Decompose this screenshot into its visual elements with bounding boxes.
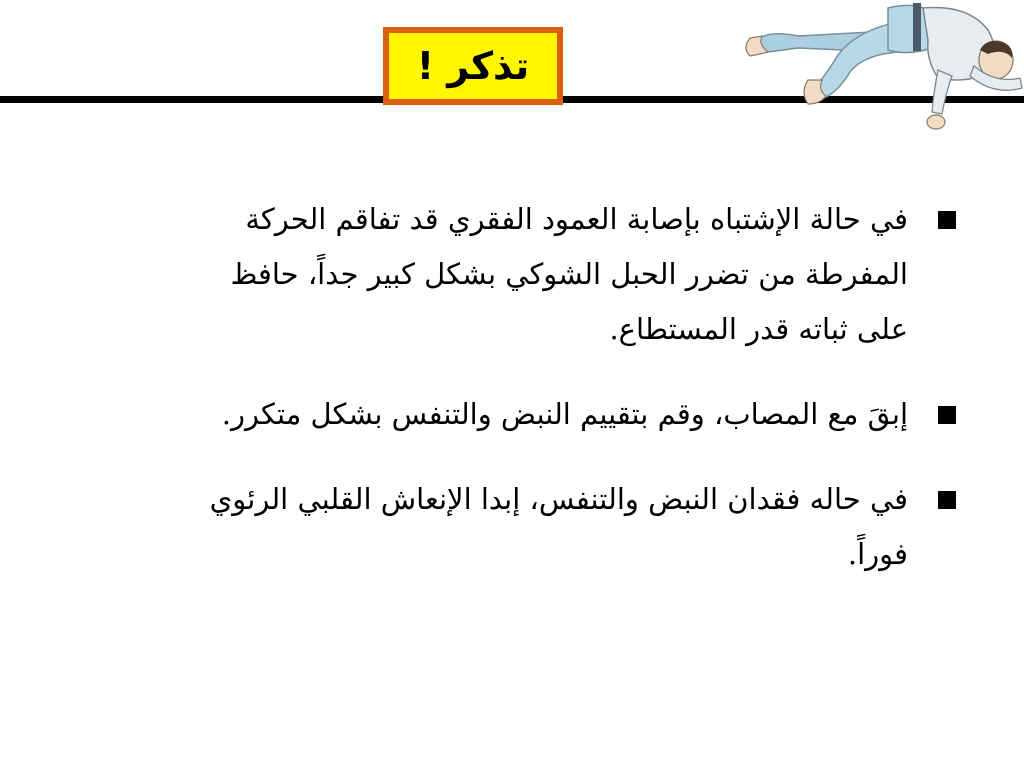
bullet-text: في حاله فقدان النبض والتنفس، إبدا الإنعاش القلبي الرئوي فوراً.	[209, 482, 908, 571]
bullet-monitor-casualty	[196, 387, 956, 442]
slide-title: تذكر !	[389, 33, 557, 99]
bullet-start-cpr	[196, 472, 956, 582]
bullet-spinal-caution	[196, 192, 956, 357]
bullet-text: إبقَ مع المصاب، وقم بتقييم النبض والتنفس بشكل متكرر.	[221, 397, 908, 431]
bullet-list	[196, 192, 956, 612]
title-box	[383, 27, 563, 105]
square-bullet-icon	[938, 491, 956, 509]
square-bullet-icon	[938, 211, 956, 229]
square-bullet-icon	[938, 406, 956, 424]
recovery-position-person-icon	[738, 0, 1024, 140]
bullet-text: في حالة الإشتباه بإصابة العمود الفقري قد تفاقم الحركة المفرطة من تضرر الحبل الشوكي بشكل كبير جداً، حافظ على ثباته قدر المستطاع.	[230, 202, 908, 346]
